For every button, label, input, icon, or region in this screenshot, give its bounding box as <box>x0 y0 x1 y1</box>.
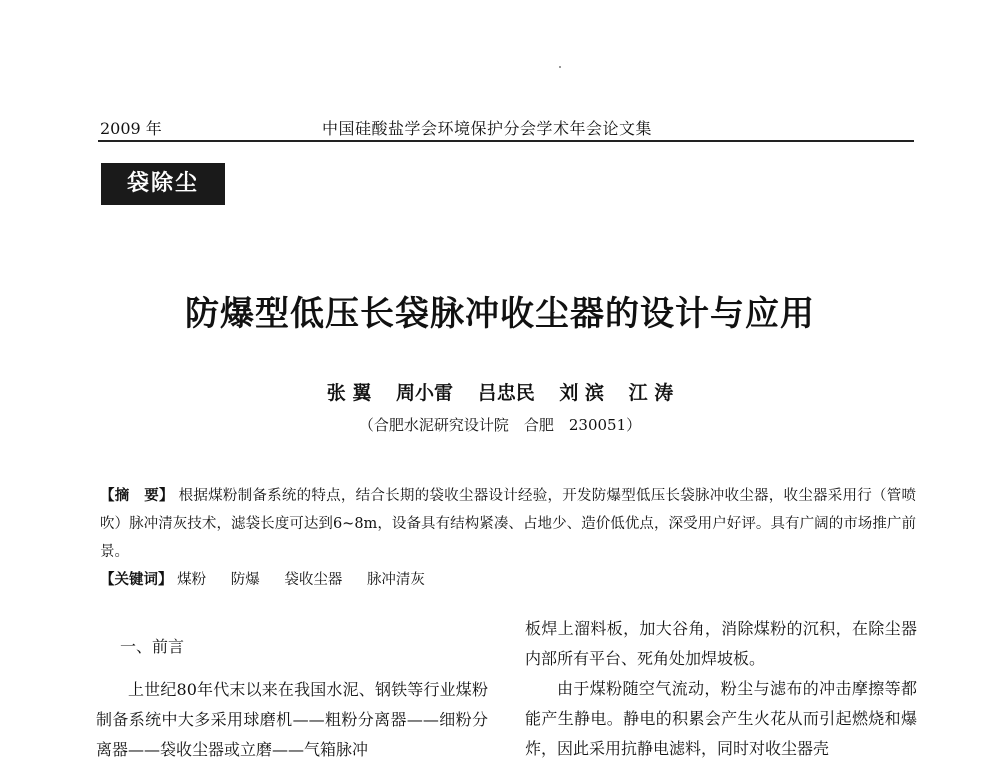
header-year: 2009 年 <box>100 119 162 138</box>
paragraph: 上世纪80年代末以来在我国水泥、钢铁等行业煤粉制备系统中大多采用球磨机——粗粉分离器——细粉分离器——袋收尘器或立磨——气箱脉冲 <box>96 680 488 759</box>
author: 周小雷 <box>396 382 454 404</box>
affiliation: （合肥水泥研究设计院 合肥 230051） <box>358 416 642 434</box>
author: 吕忠民 <box>477 382 535 404</box>
keyword: 煤粉 <box>177 572 207 588</box>
abstract-label: 【摘 要】 <box>100 488 174 504</box>
paper-title: 防爆型低压长袋脉冲收尘器的设计与应用 <box>185 294 815 334</box>
keywords-label: 【关键词】 <box>100 572 173 588</box>
paragraph: 由于煤粉随空气流动，粉尘与滤布的冲击摩擦等都能产生静电。静电的积累会产生火花从而引起燃烧和爆炸，因此采用抗静电滤料，同时对收尘器壳 <box>525 679 917 758</box>
keyword: 防爆 <box>230 572 260 588</box>
section-tag: 袋除尘 <box>101 163 225 205</box>
author-list <box>0 378 1000 405</box>
keyword: 袋收尘器 <box>284 572 343 588</box>
body-left-column <box>96 675 488 765</box>
header-divider <box>98 140 914 142</box>
keywords <box>100 566 916 594</box>
author: 刘 滨 <box>559 382 604 404</box>
keyword: 脉冲清灰 <box>366 572 425 588</box>
body-right-column <box>525 614 917 764</box>
header-journal-title: 中国硅酸盐学会环境保护分会学术年会论文集 <box>322 119 653 138</box>
abstract-text: 根据煤粉制备系统的特点，结合长期的袋收尘器设计经验，开发防爆型低压长袋脉冲收尘器，收尘器采用行（管喷吹）脉冲清灰技术，滤袋长度可达到6~8m，设备具有结构紧凑、占地少、造价低优点，深受用户好评。具有广阔的市场推广前景。 <box>100 488 917 560</box>
scan-dot <box>559 66 561 68</box>
abstract <box>100 482 916 566</box>
author: 张 翼 <box>326 382 372 404</box>
paragraph: 板焊上溜料板，加大谷角，消除煤粉的沉积，在除尘器内部所有平台、死角处加焊坡板。 <box>525 619 917 668</box>
section-heading: 一、前言 <box>120 637 185 656</box>
author: 江 涛 <box>628 382 674 404</box>
